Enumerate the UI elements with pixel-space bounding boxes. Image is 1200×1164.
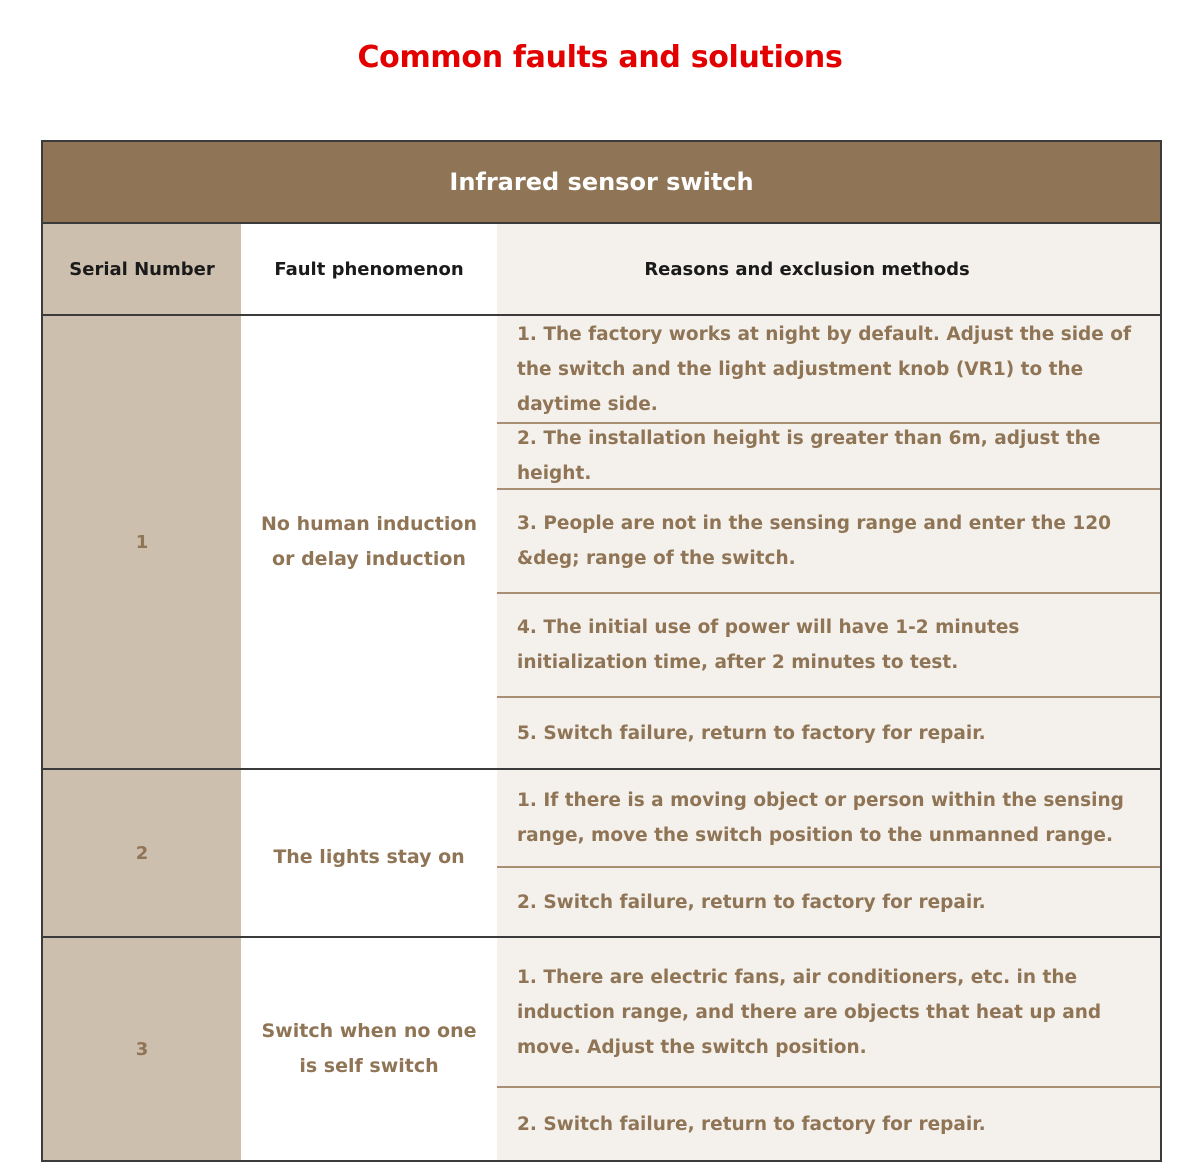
row-3-serial: 3 bbox=[135, 1038, 149, 1060]
row-3-fault: Switch when no one is self switch bbox=[261, 1020, 477, 1077]
row-2-reason-1: 1. If there is a moving object or person within the sensing range, move the switch position to the unmanned range. bbox=[517, 790, 1124, 846]
row-2-serial: 2 bbox=[135, 842, 149, 864]
page-title: Common faults and solutions bbox=[357, 40, 843, 75]
row-1-reason-5: 5. Switch failure, return to factory for repair. bbox=[517, 722, 986, 744]
header-serial: Serial Number bbox=[69, 258, 215, 280]
header-reason: Reasons and exclusion methods bbox=[644, 258, 970, 280]
row-1-reason-4: 4. The initial use of power will have 1-2 minutes initialization time, after 2 minutes to test. bbox=[517, 617, 1020, 673]
row-1-fault: No human induction or delay induction bbox=[261, 513, 477, 570]
row-1-reason-1: 1. The factory works at night by default. Adjust the side of the switch and the light adjustment knob (VR1) to the daytime side. bbox=[517, 323, 1132, 415]
table-title: Infrared sensor switch bbox=[43, 142, 1160, 224]
row-1-serial: 1 bbox=[135, 531, 149, 553]
fault-table bbox=[41, 140, 1162, 1162]
header-fault: Fault phenomenon bbox=[274, 258, 464, 280]
row-2-fault: The lights stay on bbox=[273, 845, 465, 868]
row-1-reason-2: 2. The installation height is greater than 6m, adjust the height. bbox=[517, 428, 1101, 484]
row-2-reason-2: 2. Switch failure, return to factory for repair. bbox=[517, 891, 986, 913]
row-3-reason-1: 1. There are electric fans, air conditioners, etc. in the induction range, and there are objects that heat up and move. Adjust the switch position. bbox=[517, 966, 1102, 1058]
row-1-reason-3: 3. People are not in the sensing range and enter the 120 &deg; range of the switch. bbox=[517, 513, 1112, 569]
row-3-reason-2: 2. Switch failure, return to factory for repair. bbox=[517, 1113, 986, 1135]
